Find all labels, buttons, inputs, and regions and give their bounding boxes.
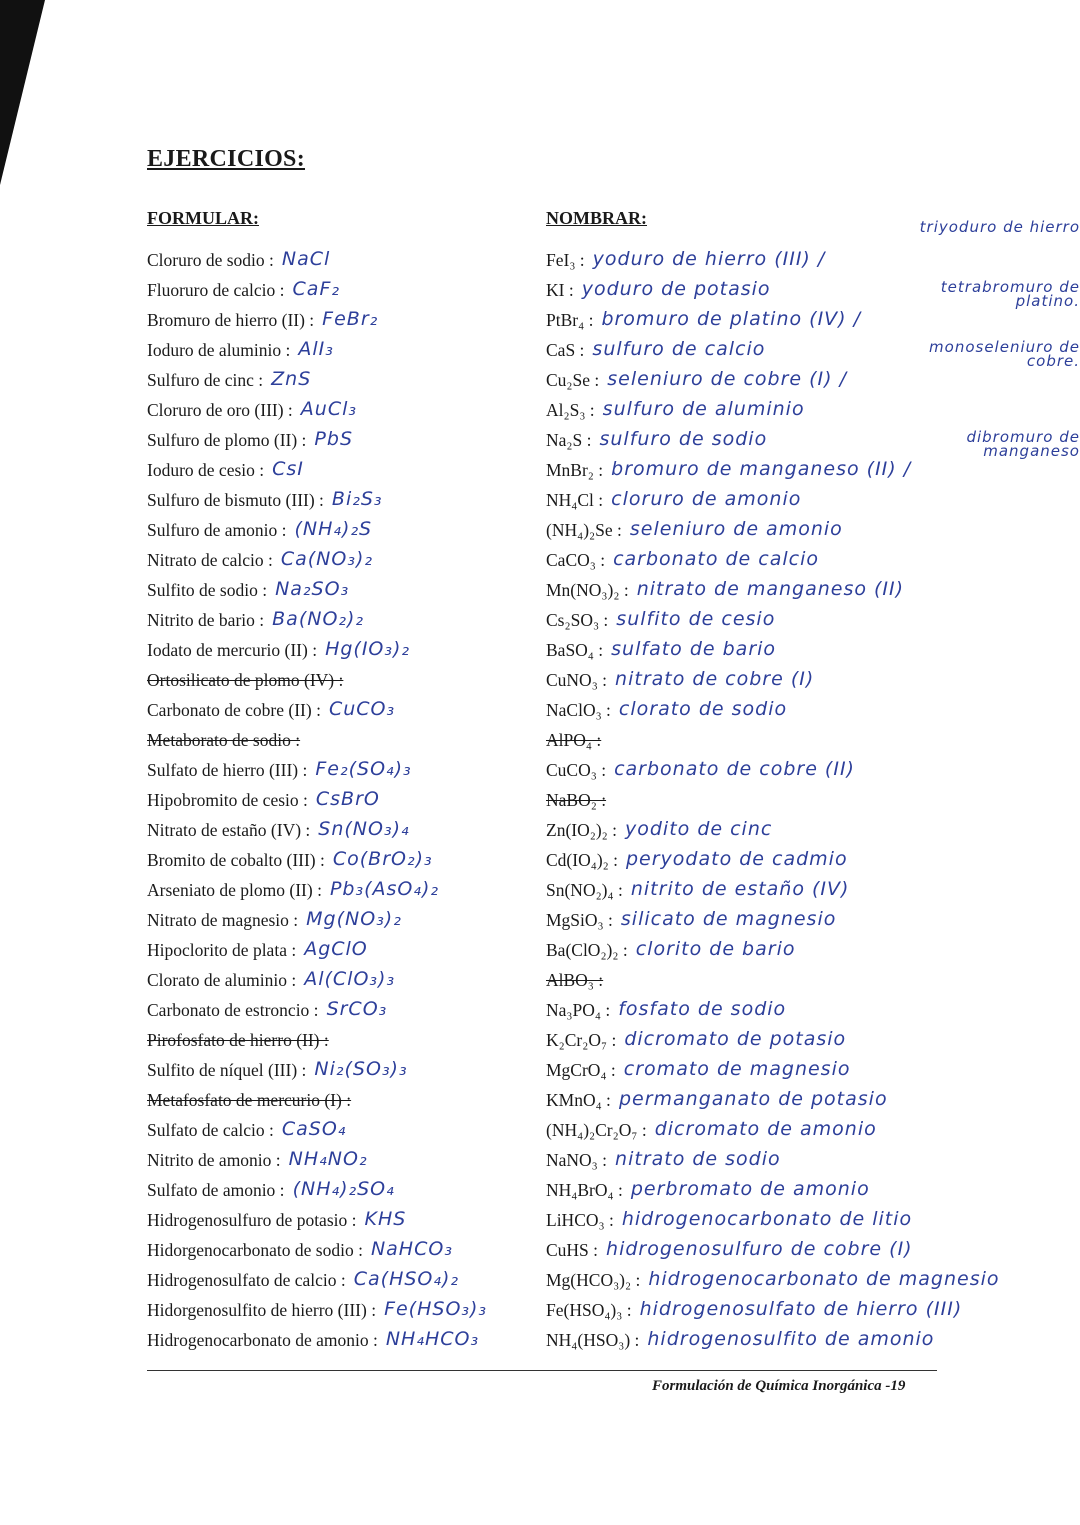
- formular-handwritten-answer: Al(ClO₃)₃: [304, 968, 396, 990]
- nombrar-label: BaSO₄ :: [546, 640, 604, 660]
- formular-label: Sulfato de calcio :: [147, 1120, 274, 1140]
- nombrar-row: [546, 660, 814, 690]
- nombrar-handwritten-answer: clorito de bario: [635, 938, 796, 960]
- nombrar-row: [546, 810, 772, 840]
- nombrar-row: [546, 720, 609, 750]
- nombrar-row: [546, 870, 849, 900]
- formular-row: [147, 960, 395, 990]
- nombrar-label: CuCO₃ :: [546, 760, 607, 780]
- footer-divider: [147, 1370, 937, 1371]
- formular-row: [147, 330, 334, 360]
- formular-label: Hidorgenosulfito de hierro (III) :: [147, 1300, 377, 1320]
- nombrar-handwritten-answer: seleniuro de cobre (I) /: [607, 368, 847, 390]
- nombrar-row: [546, 480, 801, 510]
- formular-label: Arseniato de plomo (II) :: [147, 880, 322, 900]
- formular-handwritten-answer: CsI: [272, 458, 304, 480]
- formular-label: Sulfuro de cinc :: [147, 370, 264, 390]
- formular-row: [147, 780, 380, 810]
- nombrar-row: [546, 330, 765, 360]
- formular-label: Sulfito de sodio :: [147, 580, 268, 600]
- formular-row: [147, 1170, 395, 1200]
- nombrar-label: Na₂S :: [546, 430, 592, 450]
- formular-row: [147, 660, 351, 690]
- formular-label: Ioduro de cesio :: [147, 460, 265, 480]
- formular-row: [147, 870, 439, 900]
- nombrar-handwritten-note: monoseleniuro de cobre.: [929, 338, 1080, 370]
- nombrar-handwritten-answer: yoduro de potasio: [581, 278, 771, 300]
- nombrar-handwritten-note: dibromuro de manganeso: [966, 428, 1080, 460]
- formular-row: [147, 720, 308, 750]
- nombrar-label: LiHCO₃ :: [546, 1210, 614, 1230]
- nombrar-row: [546, 750, 855, 780]
- nombrar-row: [546, 1170, 870, 1200]
- formular-label: Ortosilicato de plomo (IV) :: [147, 670, 344, 690]
- nombrar-handwritten-answer: hidrogenosulfato de hierro (III): [639, 1298, 963, 1320]
- nombrar-handwritten-answer: hidrogenocarbonato de litio: [621, 1208, 913, 1230]
- formular-row: [147, 1320, 479, 1350]
- formular-handwritten-answer: Ba(NO₂)₂: [272, 608, 365, 630]
- nombrar-label: KMnO₄ :: [546, 1090, 611, 1110]
- nombrar-handwritten-answer: hidrogenosulfuro de cobre (I): [606, 1238, 913, 1260]
- nombrar-handwritten-answer: carbonato de cobre (II): [614, 758, 855, 780]
- formular-row: [147, 390, 357, 420]
- nombrar-label: NH₄(HSO₃) :: [546, 1330, 640, 1350]
- formular-handwritten-answer: AuCl₃: [300, 398, 357, 420]
- nombrar-handwritten-answer: yoduro de hierro (III) /: [592, 248, 826, 270]
- formular-label: Clorato de aluminio :: [147, 970, 297, 990]
- nombrar-row: [546, 1260, 1000, 1290]
- nombrar-handwritten-answer: bromuro de platino (IV) /: [601, 308, 862, 330]
- nombrar-label: Zn(IO₂)₂ :: [546, 820, 617, 840]
- nombrar-handwritten-answer: carbonato de calcio: [613, 548, 819, 570]
- formular-handwritten-answer: Co(BrO₂)₃: [332, 848, 433, 870]
- formular-row: [147, 750, 412, 780]
- formular-handwritten-answer: Na₂SO₃: [275, 578, 350, 600]
- formular-handwritten-answer: (NH₄)₂SO₄: [292, 1178, 395, 1200]
- formular-label: Sulfato de amonio :: [147, 1180, 285, 1200]
- nombrar-row: [546, 1140, 781, 1170]
- formular-handwritten-answer: Ca(NO₃)₂: [280, 548, 373, 570]
- nombrar-handwritten-answer: dicromato de potasio: [624, 1028, 847, 1050]
- formular-row: [147, 1080, 359, 1110]
- formular-row: [147, 360, 311, 390]
- nombrar-label: Al₂S₃ :: [546, 400, 595, 420]
- formular-row: [147, 1050, 408, 1080]
- formular-row: [147, 1110, 346, 1140]
- formular-label: Bromito de cobalto (III) :: [147, 850, 325, 870]
- nombrar-handwritten-answer: hidrogenosulfito de amonio: [647, 1328, 935, 1350]
- formular-label: Cloruro de oro (III) :: [147, 400, 293, 420]
- formular-label: Sulfuro de bismuto (III) :: [147, 490, 324, 510]
- formular-label: Metaborato de sodio :: [147, 730, 301, 750]
- formular-handwritten-answer: Mg(NO₃)₂: [306, 908, 402, 930]
- formular-handwritten-answer: Ni₂(SO₃)₃: [314, 1058, 408, 1080]
- formular-row: [147, 1200, 406, 1230]
- formular-label: Sulfato de hierro (III) :: [147, 760, 308, 780]
- nombrar-row: [546, 570, 904, 600]
- formular-label: Pirofosfato de hierro (II) :: [147, 1030, 329, 1050]
- nombrar-handwritten-answer: peryodato de cadmio: [625, 848, 848, 870]
- nombrar-label: PtBr₄ :: [546, 310, 594, 330]
- formular-handwritten-answer: NaCl: [281, 248, 331, 270]
- formular-handwritten-answer: Sn(NO₃)₄: [318, 818, 410, 840]
- scan-corner-shadow: [0, 0, 45, 185]
- formular-row: [147, 300, 378, 330]
- nombrar-row: [546, 390, 805, 420]
- nombrar-row: [546, 540, 819, 570]
- formular-handwritten-answer: Fe₂(SO₄)₃: [315, 758, 412, 780]
- nombrar-row: [546, 1320, 934, 1350]
- nombrar-row: [546, 1020, 846, 1050]
- formular-label: Nitrito de bario :: [147, 610, 265, 630]
- formular-handwritten-answer: NH₄HCO₃: [385, 1328, 480, 1350]
- formular-handwritten-answer: KHS: [364, 1208, 407, 1230]
- footer-text: Formulación de Química Inorgánica -19: [652, 1378, 906, 1394]
- nombrar-row: [546, 510, 843, 540]
- nombrar-handwritten-answer: sulfuro de calcio: [592, 338, 766, 360]
- nombrar-handwritten-answer: perbromato de amonio: [630, 1178, 870, 1200]
- formular-row: [147, 1230, 453, 1260]
- formular-heading: FORMULAR:: [147, 208, 259, 228]
- nombrar-row: [546, 900, 836, 930]
- formular-handwritten-answer: AgClO: [304, 938, 368, 960]
- formular-handwritten-answer: AlI₃: [298, 338, 334, 360]
- formular-label: Nitrato de estaño (IV) :: [147, 820, 311, 840]
- formular-handwritten-answer: CaSO₄: [281, 1118, 347, 1140]
- nombrar-label: NaNO₃ :: [546, 1150, 608, 1170]
- formular-label: Hidorgenocarbonato de sodio :: [147, 1240, 363, 1260]
- nombrar-handwritten-answer: seleniuro de amonio: [629, 518, 843, 540]
- formular-handwritten-answer: Hg(IO₃)₂: [325, 638, 411, 660]
- formular-label: Iodato de mercurio (II) :: [147, 640, 318, 660]
- formular-row: [147, 690, 395, 720]
- nombrar-handwritten-answer: sulfato de bario: [611, 638, 777, 660]
- formular-label: Carbonato de estroncio :: [147, 1000, 319, 1020]
- nombrar-row: [546, 990, 786, 1020]
- formular-row: [147, 510, 372, 540]
- formular-label: Bromuro de hierro (II) :: [147, 310, 315, 330]
- formular-label: Carbonato de cobre (II) :: [147, 700, 321, 720]
- nombrar-row: [546, 420, 767, 450]
- formular-row: [147, 1260, 459, 1290]
- formular-row: [147, 810, 410, 840]
- formular-row: [147, 240, 330, 270]
- nombrar-label: KI :: [546, 280, 574, 300]
- nombrar-row: [546, 630, 776, 660]
- formular-row: [147, 1140, 368, 1170]
- nombrar-label: Cd(IO₄)₂ :: [546, 850, 618, 870]
- formular-handwritten-answer: Fe(HSO₃)₃: [384, 1298, 488, 1320]
- nombrar-label: AlBO₃ :: [546, 970, 604, 990]
- formular-label: Sulfuro de amonio :: [147, 520, 287, 540]
- nombrar-row: [546, 960, 611, 990]
- nombrar-handwritten-note: tetrabromuro de platino.: [940, 278, 1080, 310]
- formular-handwritten-answer: Bi₂S₃: [331, 488, 383, 510]
- nombrar-label: Na₃PO₄ :: [546, 1000, 611, 1020]
- nombrar-handwritten-answer: yodito de cinc: [625, 818, 773, 840]
- nombrar-label: CaS :: [546, 340, 585, 360]
- nombrar-handwritten-answer: sulfuro de sodio: [599, 428, 768, 450]
- nombrar-label: (NH₄)₂Se :: [546, 520, 622, 540]
- nombrar-label: Cs₂SO₃ :: [546, 610, 609, 630]
- formular-row: [147, 540, 373, 570]
- nombrar-label: Cu₂Se :: [546, 370, 600, 390]
- nombrar-label: CuNO₃ :: [546, 670, 608, 690]
- nombrar-row: [546, 1290, 962, 1320]
- nombrar-row: [546, 600, 775, 630]
- formular-label: Fluoruro de calcio :: [147, 280, 285, 300]
- nombrar-row: [546, 840, 848, 870]
- nombrar-label: MgCrO₄ :: [546, 1060, 616, 1080]
- nombrar-label: MnBr₂ :: [546, 460, 604, 480]
- nombrar-handwritten-answer: clorato de sodio: [618, 698, 788, 720]
- nombrar-label: MgSiO₃ :: [546, 910, 613, 930]
- nombrar-row: [546, 1200, 912, 1230]
- formular-label: Hidrogenosulfato de calcio :: [147, 1270, 346, 1290]
- nombrar-label: (NH₄)₂Cr₂O₇ :: [546, 1120, 647, 1140]
- nombrar-label: NH₄BrO₄ :: [546, 1180, 623, 1200]
- formular-label: Ioduro de aluminio :: [147, 340, 291, 360]
- formular-handwritten-answer: (NH₄)₂S: [294, 518, 373, 540]
- formular-row: [147, 1290, 487, 1320]
- nombrar-label: K₂Cr₂O₇ :: [546, 1030, 617, 1050]
- nombrar-handwritten-answer: nitrato de cobre (I): [615, 668, 815, 690]
- formular-row: [147, 930, 368, 960]
- page-title: EJERCICIOS:: [147, 146, 305, 172]
- nombrar-label: NaBO₂ :: [546, 790, 607, 810]
- nombrar-handwritten-answer: dicromato de amonio: [654, 1118, 877, 1140]
- formular-row: [147, 270, 340, 300]
- formular-label: Sulfito de níquel (III) :: [147, 1060, 307, 1080]
- formular-label: Hipoclorito de plata :: [147, 940, 297, 960]
- formular-handwritten-answer: CaF₂: [292, 278, 340, 300]
- nombrar-handwritten-answer: hidrogenocarbonato de magnesio: [648, 1268, 1000, 1290]
- nombrar-handwritten-answer: permanganato de potasio: [618, 1088, 888, 1110]
- formular-row: [147, 450, 304, 480]
- nombrar-label: Ba(ClO₂)₂ :: [546, 940, 628, 960]
- formular-label: Cloruro de sodio :: [147, 250, 274, 270]
- formular-label: Metafosfato de mercurio (I) :: [147, 1090, 352, 1110]
- formular-label: Hipobromito de cesio :: [147, 790, 308, 810]
- formular-label: Nitrato de calcio :: [147, 550, 273, 570]
- formular-label: Hidrogenosulfuro de potasio :: [147, 1210, 357, 1230]
- nombrar-handwritten-answer: nitrito de estaño (IV): [630, 878, 850, 900]
- nombrar-row: [546, 1080, 888, 1110]
- nombrar-label: CuHS :: [546, 1240, 599, 1260]
- formular-row: [147, 480, 383, 510]
- nombrar-row: [546, 780, 614, 810]
- nombrar-handwritten-answer: bromuro de manganeso (II) /: [611, 458, 912, 480]
- formular-handwritten-answer: ZnS: [271, 368, 312, 390]
- nombrar-handwritten-answer: sulfuro de aluminio: [602, 398, 805, 420]
- formular-row: [147, 840, 433, 870]
- nombrar-label: NH₄Cl :: [546, 490, 604, 510]
- formular-label: Nitrito de amonio :: [147, 1150, 281, 1170]
- formular-handwritten-answer: PbS: [314, 428, 354, 450]
- nombrar-handwritten-answer: nitrato de sodio: [615, 1148, 781, 1170]
- formular-handwritten-answer: CuCO₃: [328, 698, 396, 720]
- formular-handwritten-answer: FeBr₂: [322, 308, 379, 330]
- formular-handwritten-answer: NaHCO₃: [370, 1238, 453, 1260]
- nombrar-label: FeI₃ :: [546, 250, 585, 270]
- nombrar-handwritten-answer: sulfito de cesio: [616, 608, 776, 630]
- nombrar-label: Sn(NO₂)₄ :: [546, 880, 623, 900]
- formular-label: Nitrato de magnesio :: [147, 910, 299, 930]
- nombrar-handwritten-answer: cloruro de amonio: [611, 488, 802, 510]
- formular-row: [147, 600, 364, 630]
- formular-handwritten-answer: Pb₃(AsO₄)₂: [329, 878, 439, 900]
- nombrar-handwritten-answer: silicato de magnesio: [620, 908, 837, 930]
- nombrar-label: Mn(NO₃)₂ :: [546, 580, 629, 600]
- nombrar-label: NaClO₃ :: [546, 700, 611, 720]
- nombrar-row: [546, 270, 771, 300]
- formular-row: [147, 570, 349, 600]
- nombrar-handwritten-answer: fosfato de sodio: [618, 998, 787, 1020]
- formular-handwritten-answer: CsBrO: [315, 788, 380, 810]
- nombrar-label: AlPO₄ :: [546, 730, 602, 750]
- formular-label: Sulfuro de plomo (II) :: [147, 430, 307, 450]
- nombrar-handwritten-note: triyoduro de hierro: [919, 218, 1080, 236]
- formular-row: [147, 1020, 337, 1050]
- nombrar-row: [546, 1230, 913, 1260]
- nombrar-label: Fe(HSO₄)₃ :: [546, 1300, 632, 1320]
- nombrar-label: Mg(HCO₃)₂ :: [546, 1270, 641, 1290]
- formular-row: [147, 990, 387, 1020]
- nombrar-handwritten-answer: cromato de magnesio: [623, 1058, 851, 1080]
- nombrar-row: [546, 1110, 877, 1140]
- nombrar-handwritten-answer: nitrato de manganeso (II): [636, 578, 905, 600]
- nombrar-row: [546, 1050, 850, 1080]
- formular-row: [147, 420, 353, 450]
- nombrar-row: [546, 930, 795, 960]
- formular-label: Hidrogenocarbonato de amonio :: [147, 1330, 378, 1350]
- formular-handwritten-answer: SrCO₃: [326, 998, 388, 1020]
- nombrar-heading: NOMBRAR:: [546, 208, 647, 228]
- formular-row: [147, 900, 402, 930]
- formular-handwritten-answer: NH₄NO₂: [288, 1148, 368, 1170]
- formular-handwritten-answer: Ca(HSO₄)₂: [353, 1268, 460, 1290]
- formular-row: [147, 630, 410, 660]
- nombrar-label: CaCO₃ :: [546, 550, 606, 570]
- nombrar-row: [546, 690, 787, 720]
